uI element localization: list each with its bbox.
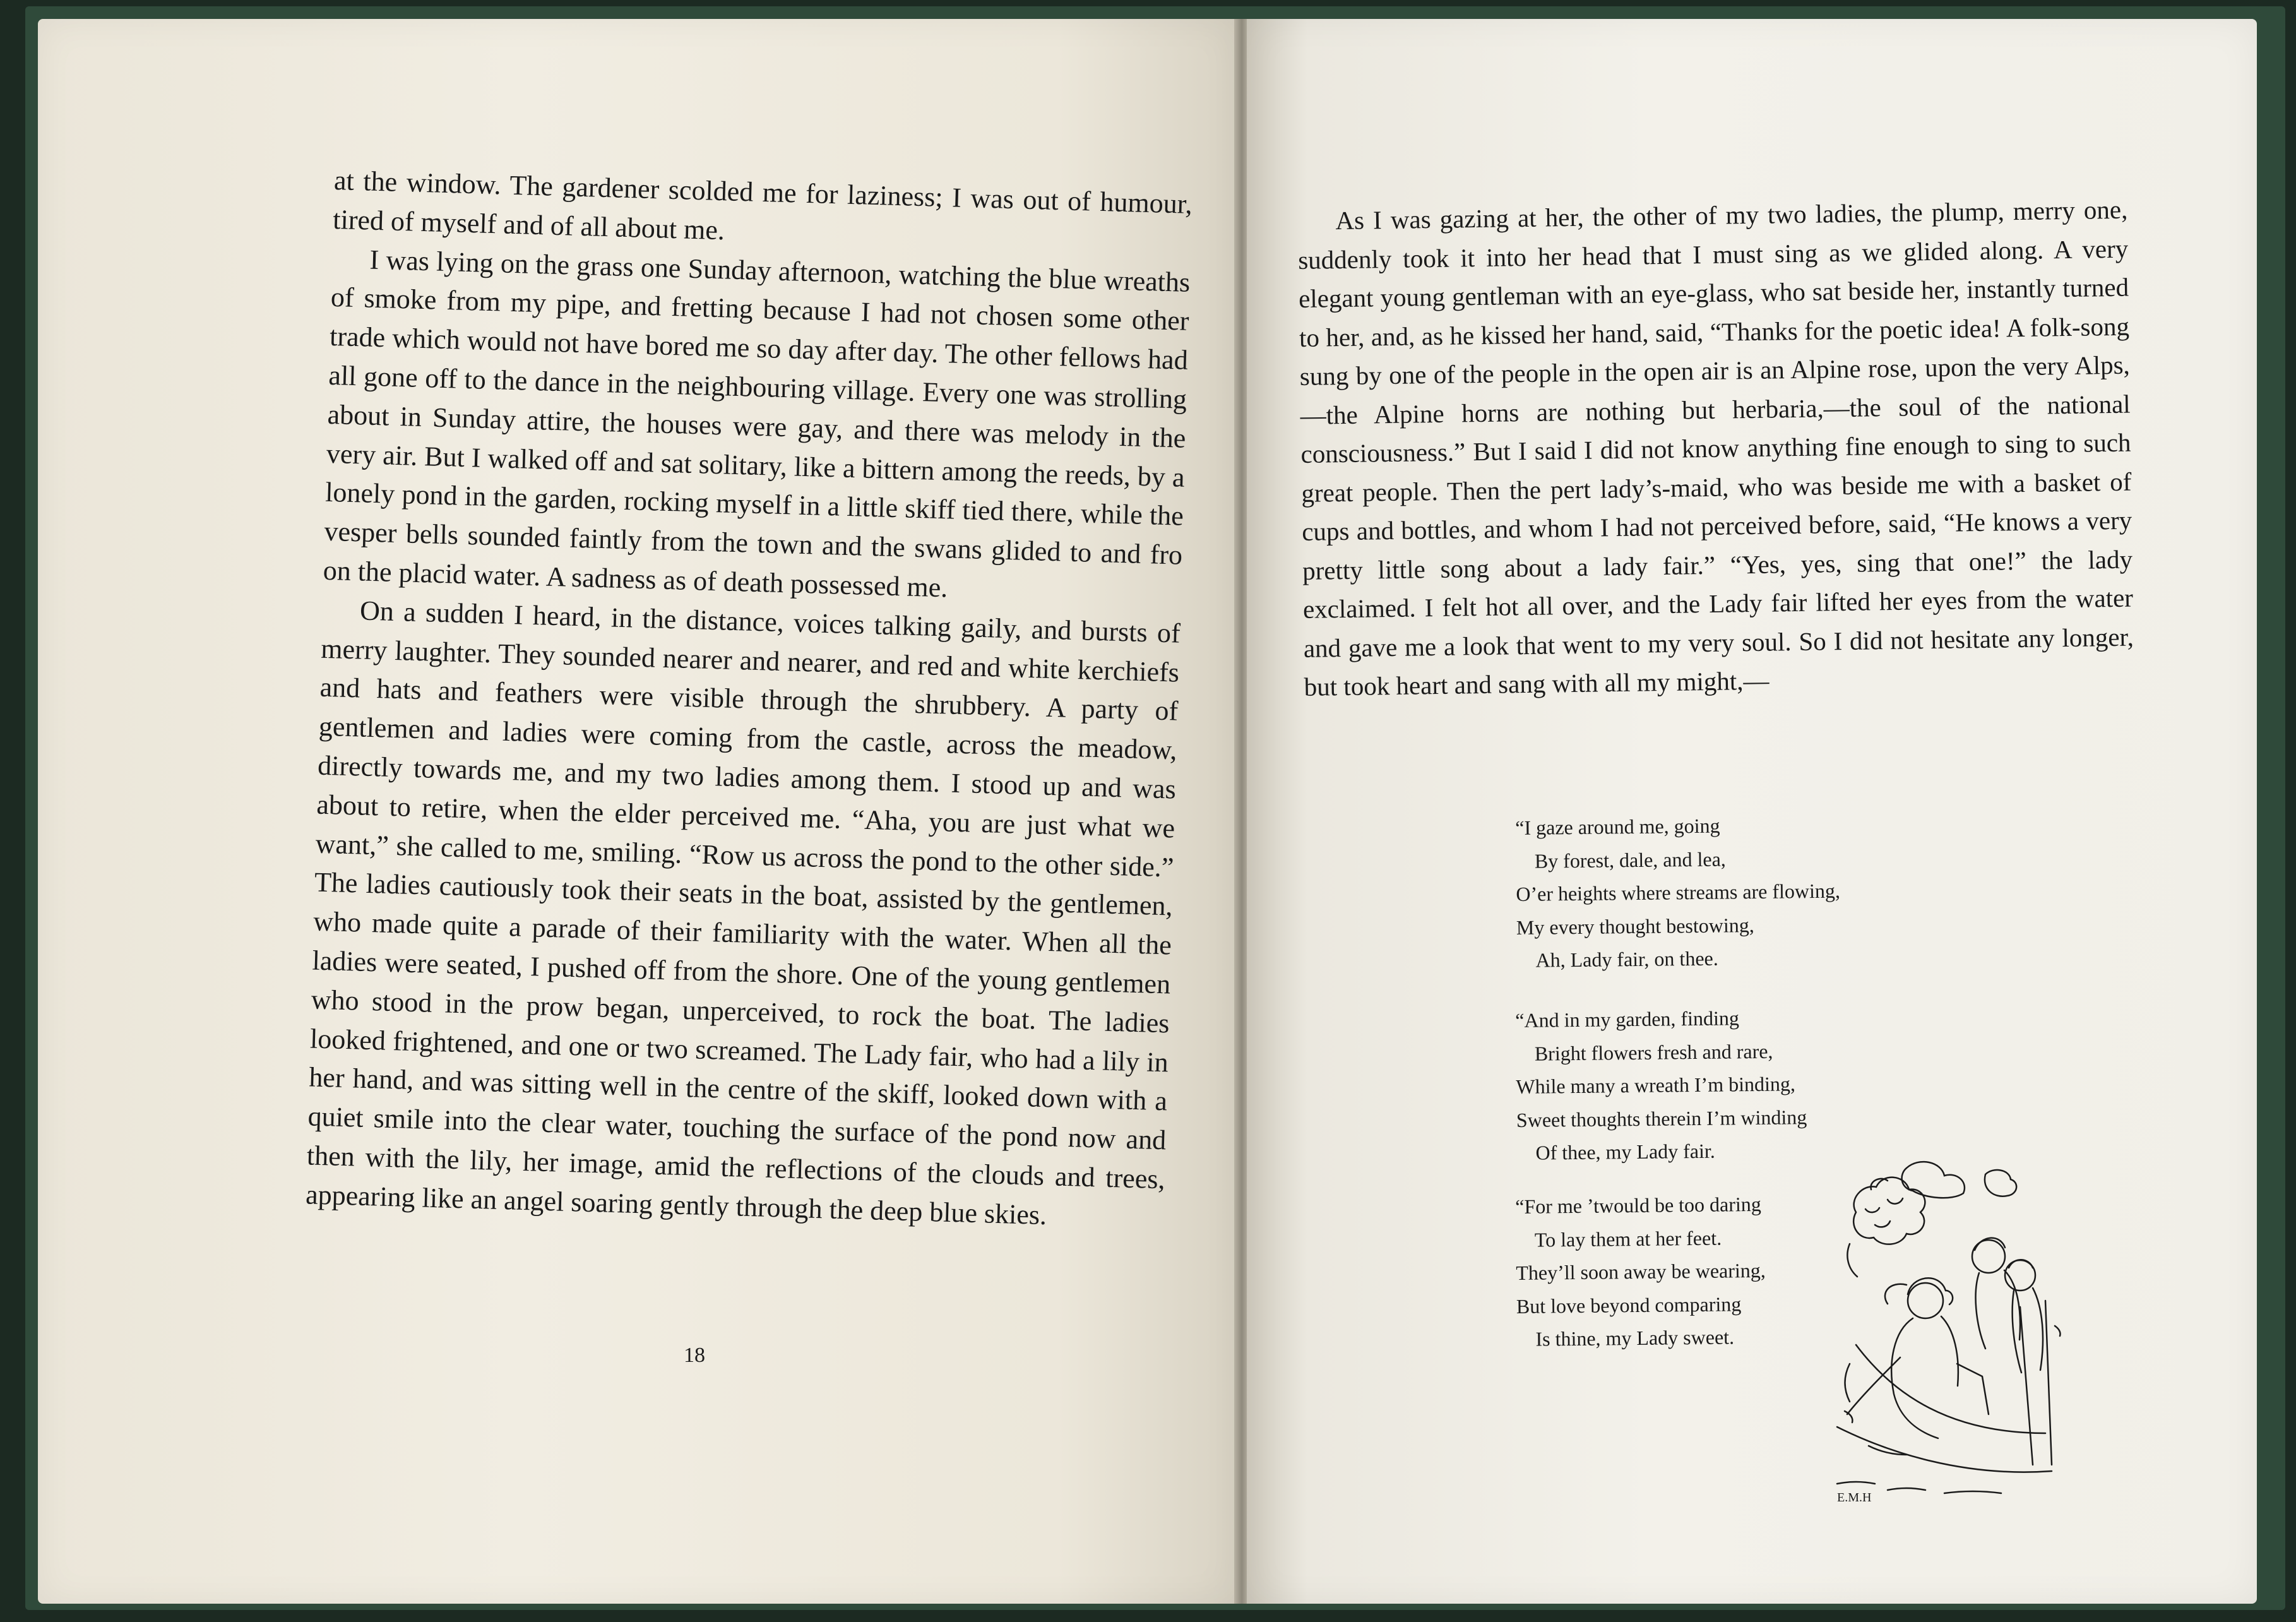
poem-line: To lay them at her feet. [1534, 1226, 1722, 1251]
poem-line: “I gaze around me, going [1515, 814, 1720, 839]
poem-stanza [1515, 806, 1972, 977]
page-number: 18 [684, 1344, 705, 1367]
poem-line: My every thought bestowing, [1516, 913, 1754, 939]
poem-line: Ah, Lady fair, on thee. [1535, 946, 1718, 972]
poem-line: While many a wreath I’m binding, [1516, 1072, 1796, 1098]
paragraph: As I was gazing at her, the other of my two ladies, the plump, merry one, suddenly took it into her head that I must sing as we glided along. A very elegant young gentleman with an eye-glass, who sat beside her, instantly turned to her, and, as he kissed her hand, said, “Thanks for the poetic idea! A folk-song sung by one of the people in the open air is an Alpine rose, upon the very Alps,—the Alpine horns are nothing but herbaria,—the soul of the national consciousness.” But I said I did not know anything fine enough to sing to such great people. Then the pert lady’s-maid, who was beside me with a basket of cups and bottles, and whom I had not perceived before, said, “He knows a very pretty little song about a lady fair.” “Yes, yes, sing that one!” the lady exclaimed. I felt hot all over, and the Lady fair lifted her eyes from the water and gave me a look that went to my very soul. So I did not hesitate any longer, but took heart and sang with all my might,— [1297, 194, 2134, 701]
left-page-text [305, 161, 1193, 1238]
poem-line: “For me ’twould be too daring [1515, 1192, 1762, 1218]
left-page [38, 19, 1237, 1604]
poem-line: By forest, dale, and lea, [1534, 847, 1726, 873]
poem-stanza [1515, 999, 1972, 1169]
right-page [1247, 19, 2257, 1604]
poem-line: Of thee, my Lady fair. [1535, 1139, 1715, 1164]
illustration-signature: E.M.H [1837, 1491, 1872, 1505]
paragraph: On a sudden I heard, in the distance, voices talking gaily, and bursts of merry laughter. They sounded nearer and nearer, and red and white kerchiefs and hats and feathers were visible through the shrubbery. A party of gentlemen and ladies were coming from the castle, across the meadow, directly towards me, and my two ladies among them. I stood up and was about to retire, when the elder perceived me. “Aha, you are just what we want,” she called to me, smiling. “Row us across the pond to the other side.” The ladies cautiously took their seats in the boat, assisted by the gentlemen, who made quite a parade of their familiarity with the water. When all the ladies were seated, I pushed off from the shore. One of the young gentlemen who stood in the prow began, unperceived, to rock the boat. The ladies looked frightened, and one or two screamed. The Lady fair, who had a lily in her hand, and was sitting well in the centre of the skiff, looked down with a quiet smile into the clear water, touching the surface of the pond now and then with the lily, her image, amid the reflections of the clouds and trees, appearing like an angel soaring gently through the deep blue skies. [305, 595, 1181, 1231]
poem-line: Is thine, my Lady sweet. [1535, 1325, 1735, 1351]
poem-line: Bright flowers fresh and rare, [1534, 1039, 1773, 1065]
poem-line: “And in my garden, finding [1515, 1006, 1740, 1032]
paragraph: I was lying on the grass one Sunday afternoon, watching the blue wreaths of smoke from my pipe, and fretting because I had not chosen some other trade which would not have bored me so day after day. The other fellows had all gone off to the dance in the neighbouring village. Every one was strolling about in Sunday attire, the houses were gay, and there was melody in the very air. But I walked off and sat solitary, like a bittern among the reeds, by a lonely pond in the garden, rocking myself in a little skiff tied there, while the vesper bells sounded faintly from the town and the swans glided to and fro on the placid water. A sadness as of death possessed me. [323, 244, 1191, 604]
poem-line: O’er heights where streams are flowing, [1516, 879, 1841, 905]
right-page-text [1297, 191, 2134, 707]
poem-line: But love beyond comparing [1516, 1292, 1742, 1318]
poem-line: Sweet thoughts therein I’m winding [1516, 1105, 1807, 1131]
boat-illustration [1831, 1155, 2071, 1515]
poem-line: They’ll soon away be wearing, [1516, 1258, 1766, 1284]
paragraph: at the window. The gardener scolded me for laziness; I was out of humour, tired of myself and of all about me. [332, 164, 1193, 246]
